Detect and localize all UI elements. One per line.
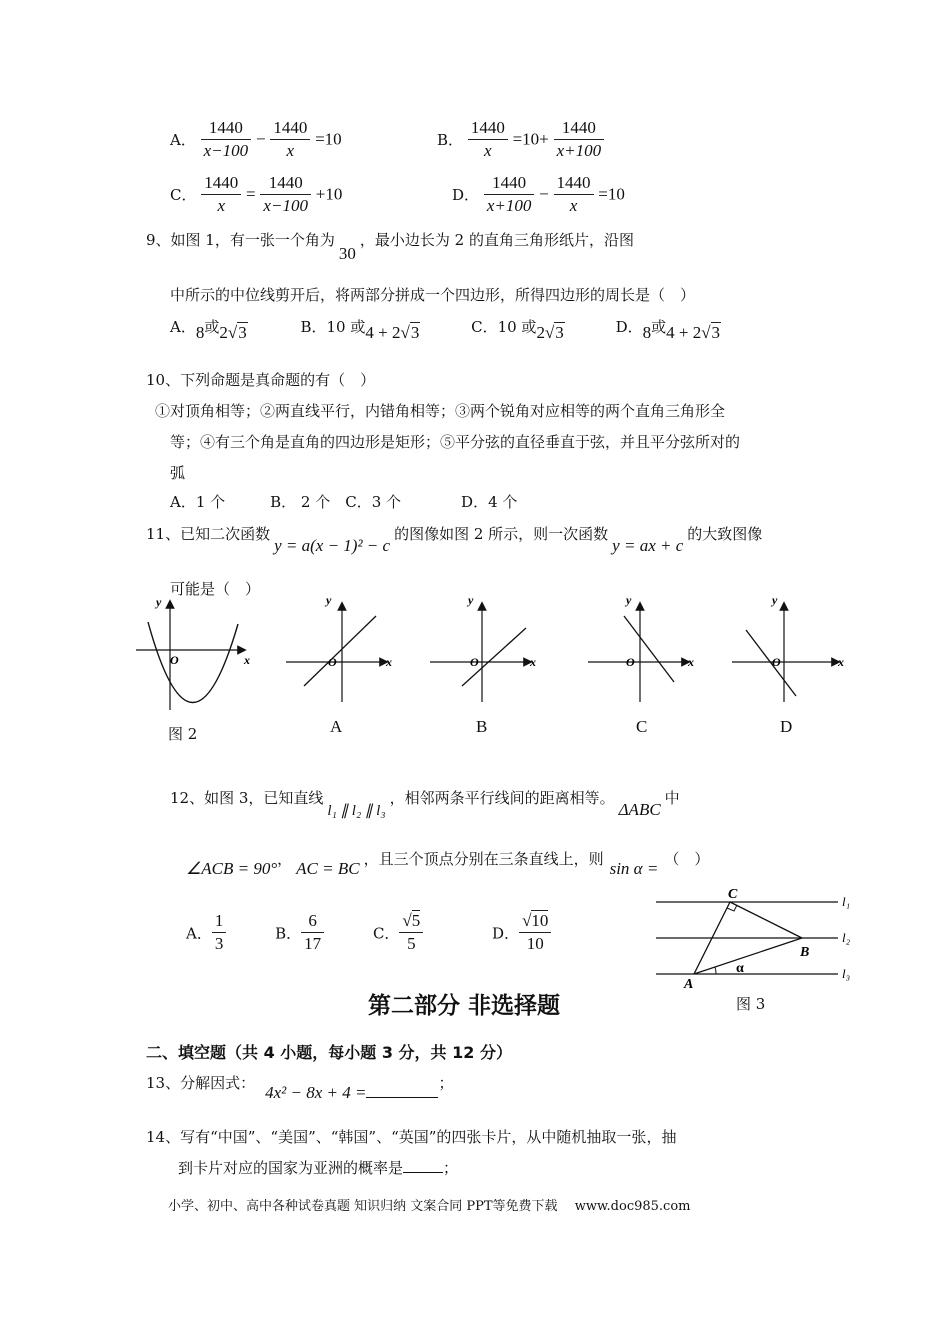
q14-line1: 14、写有“中国”、“美国”、“韩国”、“英国”的四张卡片，从中随机抽取一张，抽 bbox=[146, 1128, 677, 1146]
figure-3 bbox=[650, 882, 860, 992]
q9-option-c: C．10 或2√3 bbox=[471, 318, 564, 342]
q12-option-d: D． $\frac{√10}{10}$ bbox=[492, 923, 551, 941]
svg-text:x: x bbox=[386, 655, 392, 669]
svg-text:y: y bbox=[326, 593, 332, 607]
svg-text:x: x bbox=[688, 655, 694, 669]
svg-text:y: y bbox=[626, 593, 632, 607]
q12-stem-line2: ∠ACB = 90°， AC = BC ，且三个顶点分别在三条直线上，则 sin α = （ ） bbox=[186, 850, 710, 878]
option-a-graph bbox=[286, 593, 392, 702]
q8-option-a: A． $\frac{1440}{x-100}$ − $\frac{1440}{x}$ =10 bbox=[170, 118, 342, 160]
fig2-origin: O bbox=[170, 653, 179, 667]
svg-text:l₃: l₃ bbox=[842, 966, 851, 981]
page-footer: 小学、初中、高中各种试卷真题 知识归纳 文案合同 PPT等免费下载 www.doc985.com bbox=[168, 1199, 691, 1214]
section2-heading: 二、填空题（共 4 小题，每小题 3 分，共 12 分） bbox=[146, 1043, 512, 1062]
option-b-graph bbox=[430, 593, 536, 702]
q11-stem: 11、已知二次函数y = a(x − 1)² − c的图像如图 2 所示，则一次函数y = ax + c的大致图像 bbox=[146, 525, 763, 555]
q10-options: A．1 个 B． 2 个 C．3 个 D．4 个 bbox=[170, 493, 518, 511]
q9-stem-line2: 中所示的中位线剪开后，将两部分拼成一个四边形，所得四边形的周长是（ ） bbox=[170, 286, 696, 304]
q11-stem-line2: 可能是（ ） bbox=[170, 580, 261, 598]
part2-title: 第二部分 非选择题 bbox=[368, 993, 561, 1019]
q12-stem: 12、如图 3，已知直线l₁ ∥ l₂ ∥ l₃，相邻两条平行线间的距离相等。ΔABC中 bbox=[170, 789, 680, 819]
option-c-label: C bbox=[636, 717, 648, 736]
q9-option-a: A．8或2√3 bbox=[170, 318, 247, 342]
option-a-label: A bbox=[330, 717, 343, 736]
svg-text:x: x bbox=[838, 655, 844, 669]
svg-text:l₂: l₂ bbox=[842, 930, 851, 945]
q12-option-a: A． $\frac{1}{3}$ bbox=[186, 923, 226, 941]
q8-option-d: D． $\frac{1440}{x+100}$ − $\frac{1440}{x}$ =10 bbox=[452, 173, 625, 215]
q9-option-b: B．10 或4 + 2√3 bbox=[300, 318, 420, 342]
svg-text:y: y bbox=[468, 593, 474, 607]
svg-text:O: O bbox=[470, 655, 479, 669]
svg-text:O: O bbox=[626, 655, 635, 669]
q13-answer-blank[interactable] bbox=[366, 1097, 438, 1098]
fig2-x-label: x bbox=[244, 653, 250, 667]
q8-option-b: B． $\frac{1440}{x}$ =10+ $\frac{1440}{x+100}$ bbox=[437, 117, 604, 162]
svg-text:x: x bbox=[530, 655, 536, 669]
q10-line2: 等；④有三个角是直角的四边形是矩形；⑤平分弦的直径垂直于弦，并且平分弦所对的 bbox=[170, 433, 741, 451]
q10-line1: ①对顶角相等；②两直线平行，内错角相等；③两个锐角对应相等的两个直角三角形全 bbox=[155, 402, 726, 420]
q8-option-c: C． $\frac{1440}{x}$ = $\frac{1440}{x-100}$ +10 bbox=[170, 173, 343, 215]
option-d-graph bbox=[732, 593, 844, 702]
option-b-label: B bbox=[476, 717, 488, 736]
svg-text:B: B bbox=[800, 945, 810, 960]
svg-text:C: C bbox=[728, 887, 738, 902]
fig2-y-label: y bbox=[156, 595, 162, 609]
svg-text:O: O bbox=[772, 655, 781, 669]
q12-option-c: C． $\frac{√5}{5}$ bbox=[373, 923, 423, 941]
figure-2-parabola bbox=[136, 595, 250, 710]
q10-stem: 10、下列命题是真命题的有（ ） bbox=[146, 371, 376, 389]
figure-3-caption: 图 3 bbox=[736, 995, 766, 1013]
q14-line2: 到卡片对应的国家为亚洲的概率是 ； bbox=[178, 1159, 459, 1177]
figure-2-caption: 图 2 bbox=[168, 725, 198, 743]
svg-text:O: O bbox=[328, 655, 337, 669]
q11-figures bbox=[130, 592, 850, 742]
q9-options bbox=[170, 316, 721, 342]
q9-option-d: D．8或4 + 2√3 bbox=[615, 318, 721, 342]
q9-stem: 9、如图 1，有一张一个角为30，最小边长为 2 的直角三角形纸片，沿图 bbox=[146, 231, 634, 263]
svg-text:A: A bbox=[684, 977, 694, 992]
svg-text:y: y bbox=[772, 593, 778, 607]
q14-answer-blank[interactable] bbox=[403, 1172, 443, 1173]
q10-line3: 弧 bbox=[170, 464, 186, 482]
option-d-label: D bbox=[780, 717, 793, 736]
svg-text:l₁: l₁ bbox=[842, 894, 851, 909]
q12-options bbox=[186, 910, 551, 955]
q12-option-b: B． $\frac{6}{17}$ bbox=[275, 923, 324, 941]
svg-text:α: α bbox=[736, 961, 744, 976]
option-c-graph bbox=[588, 593, 694, 702]
q13: 13、分解因式： 4x² − 8x + 4 = ； bbox=[146, 1074, 454, 1102]
